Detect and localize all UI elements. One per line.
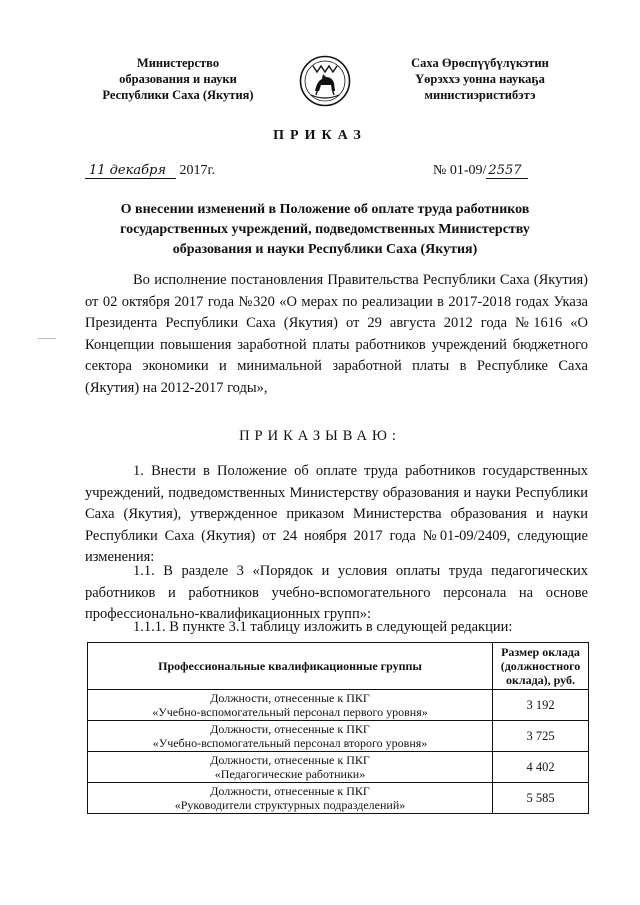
table-cell-group <box>88 752 493 783</box>
table-cell-salary: 5 585 <box>493 783 589 814</box>
table-cell-group <box>88 783 493 814</box>
table-cell-group <box>88 690 493 721</box>
header-right-line: министиэристибэтэ <box>424 88 536 102</box>
header-right-line: Саха Өрөспүүбүлүкэтин <box>411 56 549 70</box>
sakha-emblem-icon <box>299 55 351 107</box>
header-left-line: образования и науки <box>119 72 237 86</box>
header-left-line: Республики Саха (Якутия) <box>102 88 254 102</box>
group-line: Должности, отнесенные к ПКГ <box>210 722 370 736</box>
document-title: ПРИКАЗ <box>273 128 367 143</box>
table-row <box>88 690 589 721</box>
handwritten-number: 2557 <box>486 163 527 179</box>
group-line: «Руководители структурных подразделений» <box>174 798 406 812</box>
table-cell-group <box>88 721 493 752</box>
preamble-paragraph: Во исполнение постановления Правительства Республики Саха (Якутия) от 02 октября 2017 года №320 «О мерах по реализации в 2017-2018 годах Указа Президента Республики Саха (Якутия) от 29 августа 2012 года №1616 «О Концепции повышения заработной платы работников учреждений бюджетного сектора экономики и минимальной заработной платы в Республике Саха (Якутия) на 2012-2017 годы», <box>85 272 588 396</box>
table-header-groups: Профессиональные квалификационные группы <box>88 643 493 690</box>
order-number <box>433 163 528 179</box>
order-word: ПРИКАЗЫВАЮ: <box>239 428 401 444</box>
salary-table <box>87 642 589 814</box>
order-subject: О внесении изменений в Положение об оплате труда работников государственных учреждений, подведомственных Министерству образования и науки Республики Саха (Якутия) <box>120 202 530 257</box>
handwritten-date: 11 декабря <box>85 163 176 179</box>
table-row <box>88 752 589 783</box>
table-header-row <box>88 643 589 690</box>
table-header-salary: Размер оклада (должностного оклада), руб. <box>493 643 589 690</box>
group-line: Должности, отнесенные к ПКГ <box>210 753 370 767</box>
order-date <box>85 163 215 179</box>
ministry-header-russian <box>78 55 278 103</box>
table-row <box>88 721 589 752</box>
group-line: «Педагогические работники» <box>214 767 366 781</box>
order-number-prefix: № 01-09/ <box>433 163 487 178</box>
group-line: «Учебно-вспомогательный персонал второго уровня» <box>152 736 428 750</box>
item-1-paragraph: 1. Внести в Положение об оплате труда работников государственных учреждений, подведомственных Министерству образования и науки Республики Саха (Якутия), утвержденное приказом Министерства образования и науки Республики Саха (Якутия) от 24 ноября 2017 года №01-09/2409, следующие изменения: <box>85 463 588 565</box>
item-1-1-paragraph: 1.1. В разделе 3 «Порядок и условия оплаты труда педагогических работников и работников учебно-вспомогательного персонала на основе профессионально-квалификационных групп»: <box>85 563 588 622</box>
table-cell-salary: 3 725 <box>493 721 589 752</box>
table-cell-salary: 4 402 <box>493 752 589 783</box>
header-right-line: Үөрэххэ уонна наукаҕа <box>415 72 545 86</box>
group-line: Должности, отнесенные к ПКГ <box>210 784 370 798</box>
group-line: Должности, отнесенные к ПКГ <box>210 691 370 705</box>
table-cell-salary: 3 192 <box>493 690 589 721</box>
group-line: «Учебно-вспомогательный персонал первого уровня» <box>152 705 428 719</box>
item-1-1-1-paragraph: 1.1.1. В пункте 3.1 таблицу изложить в следующей редакции: <box>133 619 513 635</box>
date-year: 2017г. <box>179 163 216 178</box>
ministry-header-yakut <box>385 55 575 103</box>
header-left-line: Министерство <box>136 56 220 70</box>
margin-mark <box>38 338 56 339</box>
table-row <box>88 783 589 814</box>
